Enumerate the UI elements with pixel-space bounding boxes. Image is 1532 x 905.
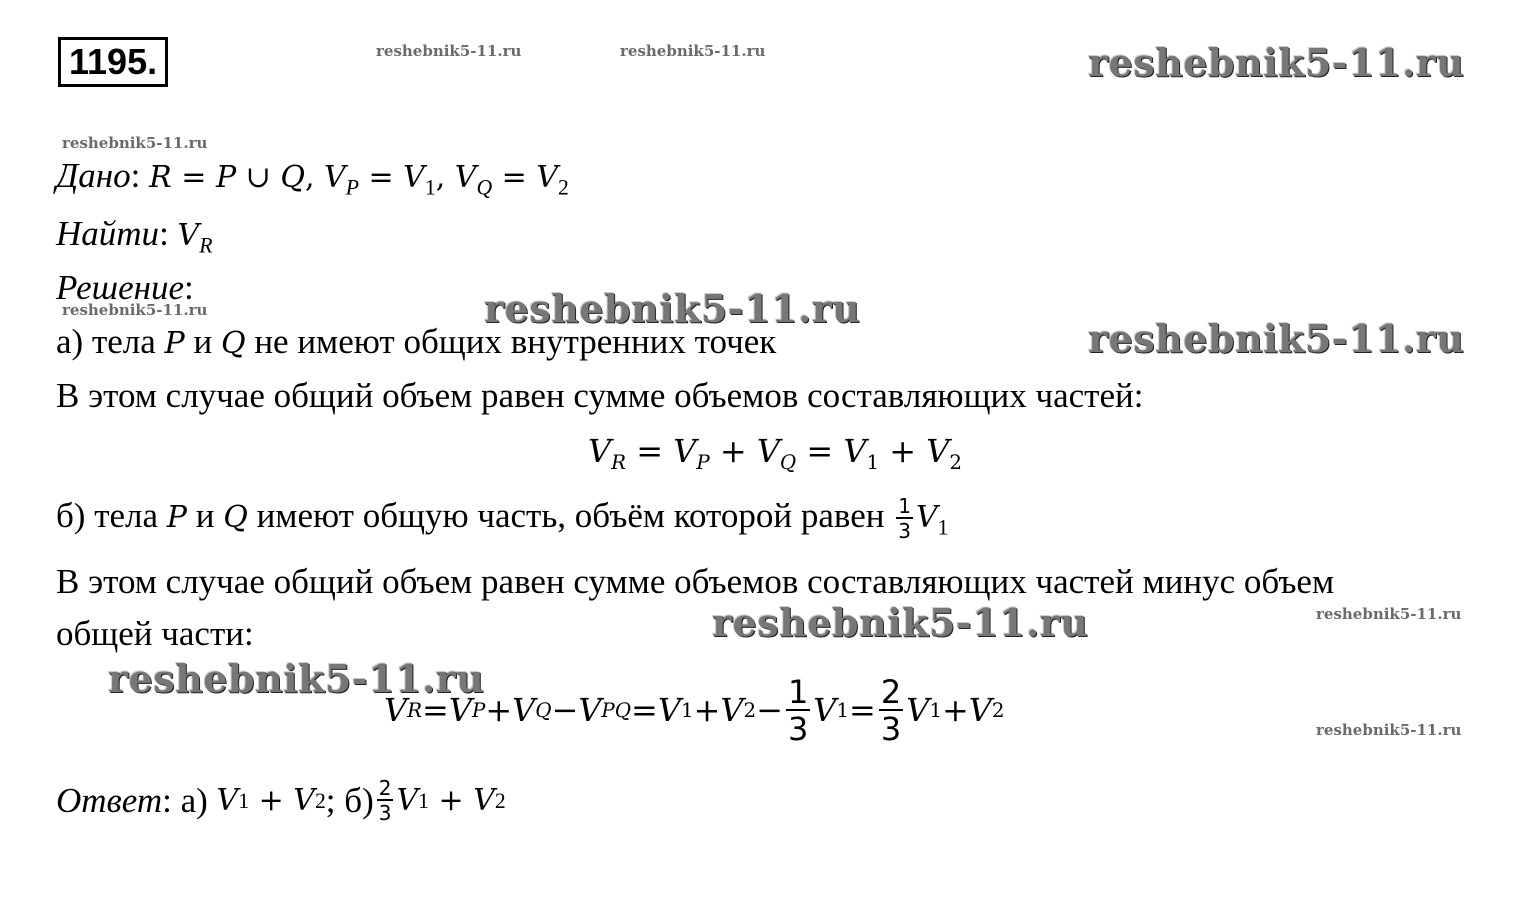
solution-line: Решение: xyxy=(56,268,194,307)
watermark: reshebnik5-11.ru xyxy=(1088,316,1465,361)
watermark: reshebnik5-11.ru xyxy=(1316,721,1462,739)
fraction: $\frac{1}{3}$ xyxy=(898,494,911,544)
fraction: $\frac{2}{3}$ xyxy=(880,672,902,748)
watermark: reshebnik5-11.ru xyxy=(484,286,861,331)
given-line: Дано: R = P ∪ Q, $V_P = V_1$, $V_Q = V_2$ xyxy=(56,156,569,200)
watermark: reshebnik5-11.ru xyxy=(376,42,522,60)
case-b-explain-2: общей части: xyxy=(56,614,254,653)
watermark: reshebnik5-11.ru xyxy=(1088,40,1465,85)
formula-b: V R = V P + V Q − V PQ = V 1 + V 2 − $\frac{1}{3}$ V 1 = $\frac{2}{3}$ V 1 + V 2 xyxy=(384,672,1005,748)
formula-a: $V_R = V_P + V_Q = V_1 + V_2$ xyxy=(588,432,962,474)
fraction: $\frac{1}{3}$ xyxy=(787,672,809,748)
watermark: reshebnik5-11.ru xyxy=(1316,605,1462,623)
watermark: reshebnik5-11.ru xyxy=(620,42,766,60)
solution-label: Решение xyxy=(56,268,185,307)
fraction: $\frac{2}{3}$ xyxy=(378,776,392,825)
case-b-explain-1: В этом случае общий объем равен сумме объемов составляющих частей минус объем xyxy=(56,562,1335,601)
problem-number: 1195. xyxy=(58,37,168,87)
watermark: reshebnik5-11.ru xyxy=(62,301,208,319)
find-label: Найти xyxy=(56,214,160,253)
answer-label: Ответ xyxy=(56,780,163,820)
watermark: reshebnik5-11.ru xyxy=(712,600,1089,645)
case-a-line: а) тела P и Q не имеют общих внутренних точек xyxy=(56,322,777,361)
case-b-line: б) тела P и Q имеют общую часть, объём которой равен $\frac{1}{3}$ $V_1$ xyxy=(56,494,949,544)
case-a-explain: В этом случае общий объем равен сумме объемов составляющих частей: xyxy=(56,376,1144,415)
given-label: Дано xyxy=(56,156,131,195)
find-line: Найти: $V_R$ xyxy=(56,214,213,258)
watermark: reshebnik5-11.ru xyxy=(62,134,208,152)
watermark: reshebnik5-11.ru xyxy=(108,656,485,701)
answer-line: Ответ : а) V 1 + V 2 ; б) $\frac{2}{3}$ V 1 + V 2 xyxy=(56,776,506,825)
